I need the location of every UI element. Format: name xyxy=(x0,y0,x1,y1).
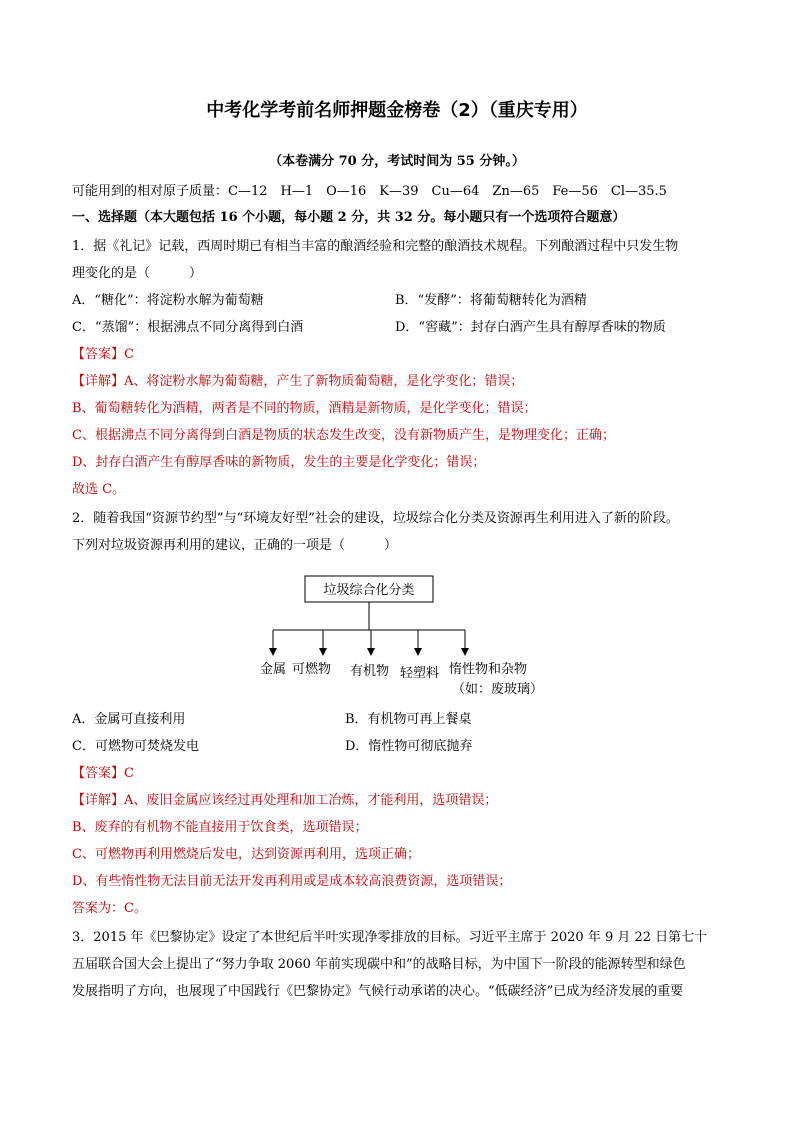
q1-option-d: D．“窖藏”：封存白酒产生具有醇厚香味的物质 xyxy=(395,320,666,335)
q2-detail-c: C、可燃物再利用燃烧后发电，达到资源再利用，选项正确； xyxy=(72,847,420,862)
q2-stem-line2: 下列对垃圾资源再利用的建议，正确的一项是（ ） xyxy=(72,538,398,553)
q2-option-d: D．惰性物可彻底抛弃 xyxy=(345,739,473,754)
section-header: 一、选择题（本大题包括 16 个小题，每小题 2 分，共 32 分。每小题只有一个选项符合题意） xyxy=(72,210,626,225)
category-combustible: 可燃物 xyxy=(292,662,332,677)
atomic-masses: 可能用到的相对原子质量：C—12 H—1 O—16 K—39 Cu—64 Zn—65 Fe—56 Cl—35.5 xyxy=(72,184,667,199)
arrow-3 xyxy=(367,648,375,656)
answer-value: C xyxy=(124,347,134,362)
answer-label: 【答案】 xyxy=(72,766,125,781)
q1-stem-line2: 理变化的是（ ） xyxy=(72,266,203,281)
q2-answer xyxy=(72,764,134,784)
detail-text: A、将淀粉水解为葡萄糖，产生了新物质葡萄糖，是化学变化；错误； xyxy=(124,374,524,389)
category-organic: 有机物 xyxy=(350,664,390,679)
q1-option-a: A．“糖化”：将淀粉水解为葡萄糖 xyxy=(72,293,264,308)
q1-detail-b: B、葡萄糖转化为酒精，两者是不同的物质，酒精是新物质，是化学变化；错误； xyxy=(72,401,537,416)
diagram-box-label: 垃圾综合化分类 xyxy=(323,583,415,598)
arrow-2 xyxy=(319,648,327,656)
q2-detail-b: B、废弃的有机物不能直接用于饮食类，选项错误； xyxy=(72,820,368,835)
arrow-4 xyxy=(414,648,422,656)
classification-diagram xyxy=(240,570,560,710)
detail-label: 【详解】 xyxy=(72,374,125,389)
answer-value: C xyxy=(124,766,134,781)
q1-answer xyxy=(72,345,134,365)
q2-detail-d: D、有些惰性物无法目前无法开发再利用或是成本较高浪费资源，选项错误； xyxy=(72,874,512,889)
q1-option-b: B．“发酵”：将葡萄糖转化为酒精 xyxy=(395,293,587,308)
detail-label: 【详解】 xyxy=(72,793,125,808)
q3-line2: 五届联合国大会上提出了“努力争取 2060 年前实现碳中和”的战略目标，为中国下一阶段的能源转型和绿色 xyxy=(72,957,686,972)
answer-label: 【答案】 xyxy=(72,347,125,362)
q2-stem-line1: 2．随着我国“资源节约型”与“环境友好型”社会的建设，垃圾综合化分类及资源再生利用进入了新的阶段。 xyxy=(72,511,679,526)
q1-detail-c: C、根据沸点不同分离得到白酒是物质的状态发生改变，没有新物质产生，是物理变化；正确； xyxy=(72,428,615,443)
q1-stem-line1: 1．据《礼记》记载，西周时期已有相当丰富的酿酒经验和完整的酿酒技术规程。下列酿酒过程中只发生物 xyxy=(72,239,679,254)
q1-detail-a xyxy=(72,372,523,392)
detail-text: A、废旧金属应该经过再处理和加工冶炼，才能利用，选项错误； xyxy=(124,793,498,808)
page-title: 中考化学考前名师押题金榜卷（2）（重庆专用） xyxy=(206,100,588,121)
arrow-1 xyxy=(269,648,277,656)
category-inert-note: （如：废玻璃） xyxy=(452,682,544,697)
q2-conclusion: 答案为：C。 xyxy=(72,901,147,916)
q1-detail-d: D、封存白酒产生有醇厚香味的新物质，发生的主要是化学变化；错误； xyxy=(72,455,486,470)
q3-line3: 发展指明了方向，也展现了中国践行《巴黎协定》气候行动承诺的决心。“低碳经济”已成为经济发展的重要 xyxy=(72,984,684,999)
exam-info: （本卷满分 70 分，考试时间为 55 分钟。） xyxy=(269,154,525,169)
q1-conclusion: 故选 C。 xyxy=(72,482,126,497)
q2-option-b: B．有机物可再上餐桌 xyxy=(345,712,472,727)
category-inert: 惰性物和杂物 xyxy=(449,662,528,677)
q3-line1: 3．2015 年《巴黎协定》设定了本世纪后半叶实现净零排放的目标。习近平主席于 2020 年 9 月 22 日第七十 xyxy=(72,930,708,945)
q2-option-a: A．金属可直接利用 xyxy=(72,712,186,727)
category-metal: 金属 xyxy=(260,662,287,677)
arrow-5 xyxy=(461,648,469,656)
q2-option-c: C．可燃物可焚烧发电 xyxy=(72,739,199,754)
q1-option-c: C．“蒸馏”：根据沸点不同分离得到白酒 xyxy=(72,320,304,335)
category-light-plastic: 轻塑料 xyxy=(400,666,440,681)
q2-detail-a xyxy=(72,791,497,811)
